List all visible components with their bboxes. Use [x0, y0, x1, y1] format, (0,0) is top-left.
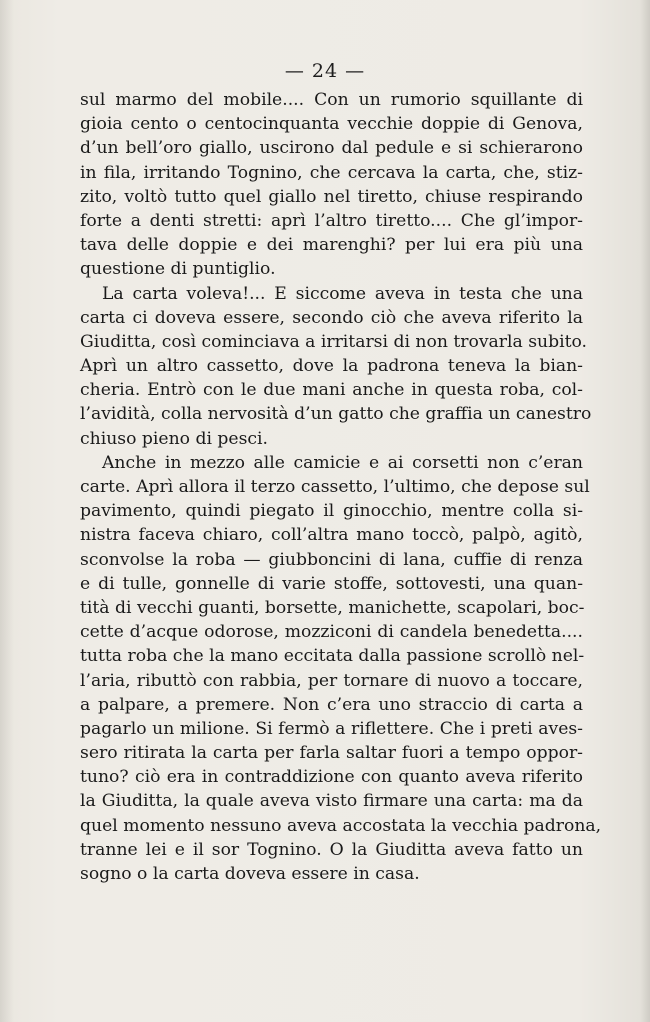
text-line: Anche in mezzo alle camicie e ai corsetti non c’eran — [102, 452, 583, 473]
text-line: sogno o la carta doveva essere in casa. — [80, 864, 420, 884]
text-line: l’avidità, colla nervosità d’un gatto che graffia un canestro — [80, 404, 592, 425]
text-line: cheria. Entrò con le due mani anche in questa roba, col- — [80, 380, 583, 401]
text-line: Aprì un altro cassetto, dove la padrona teneva la bian- — [80, 356, 583, 377]
text-line: tava delle doppie e dei marenghi? per lui era più una — [80, 235, 583, 256]
text-line: l’aria, ributtò con rabbia, per tornare di nuovo a toccare, — [80, 670, 583, 691]
text-line: forte a denti stretti: aprì l’altro tiretto.... Che gl’impor- — [80, 210, 583, 231]
text-line: nistra faceva chiaro, coll’altra mano toccò, palpò, agitò, — [80, 525, 583, 546]
text-line: la Giuditta, la quale aveva visto firmare una carta: ma da — [80, 791, 583, 812]
text-line: zito, voltò tutto quel giallo nel tiretto, chiuse respirando — [80, 186, 583, 207]
text-line: carte. Aprì allora il terzo cassetto, l’ultimo, che depose sul — [80, 477, 590, 497]
text-line: La carta voleva!... E siccome aveva in testa che una — [102, 283, 583, 304]
text-line: cette d’acque odorose, mozziconi di candela benedetta.... — [80, 622, 583, 643]
body-text — [80, 88, 602, 886]
text-line: chiuso pieno di pesci. — [80, 428, 268, 449]
text-line: Giuditta, così cominciava a irritarsi di non trovarla subito. — [80, 331, 588, 352]
text-line: questione di puntiglio. — [80, 259, 276, 280]
text-line: a palpare, a premere. Non c’era uno straccio di carta a — [80, 694, 583, 715]
text-line: d’un bell’oro giallo, uscirono dal pedule e si schierarono — [80, 138, 583, 159]
text-line: tranne lei e il sor Tognino. O la Giuditta aveva fatto un — [80, 839, 583, 860]
text-line: carta ci doveva essere, secondo ciò che aveva riferito la — [80, 307, 583, 328]
text-line: sul marmo del mobile.... Con un rumorio squillante di — [80, 90, 583, 110]
text-line: tità di vecchi guanti, borsette, manichette, scapolari, boc- — [80, 597, 585, 618]
text-line: gioia cento o centocinquanta vecchie doppie di Genova, — [80, 114, 583, 135]
text-line: in fila, irritando Tognino, che cercava la carta, che, stiz- — [80, 162, 583, 183]
text-line: pavimento, quindi piegato il ginocchio, mentre colla si- — [80, 501, 583, 522]
page-number: — 24 — — [284, 60, 366, 82]
text-line: tutta roba che la mano eccitata dalla passione scrollò nel- — [80, 646, 585, 667]
text-line: tuno? ciò era in contraddizione con quanto aveva riferito — [80, 767, 583, 788]
text-line: e di tulle, gonnelle di varie stoffe, sottovesti, una quan- — [80, 573, 583, 594]
text-line: sero ritirata la carta per farla saltar fuori a tempo oppor- — [80, 743, 583, 764]
text-line: quel momento nessuno aveva accostata la vecchia padrona, — [80, 815, 602, 836]
text-line: pagarlo un milione. Si fermò a riflettere. Che i preti aves- — [80, 718, 583, 739]
text-line: sconvolse la roba — giubboncini di lana, cuffie di renza — [80, 549, 583, 570]
